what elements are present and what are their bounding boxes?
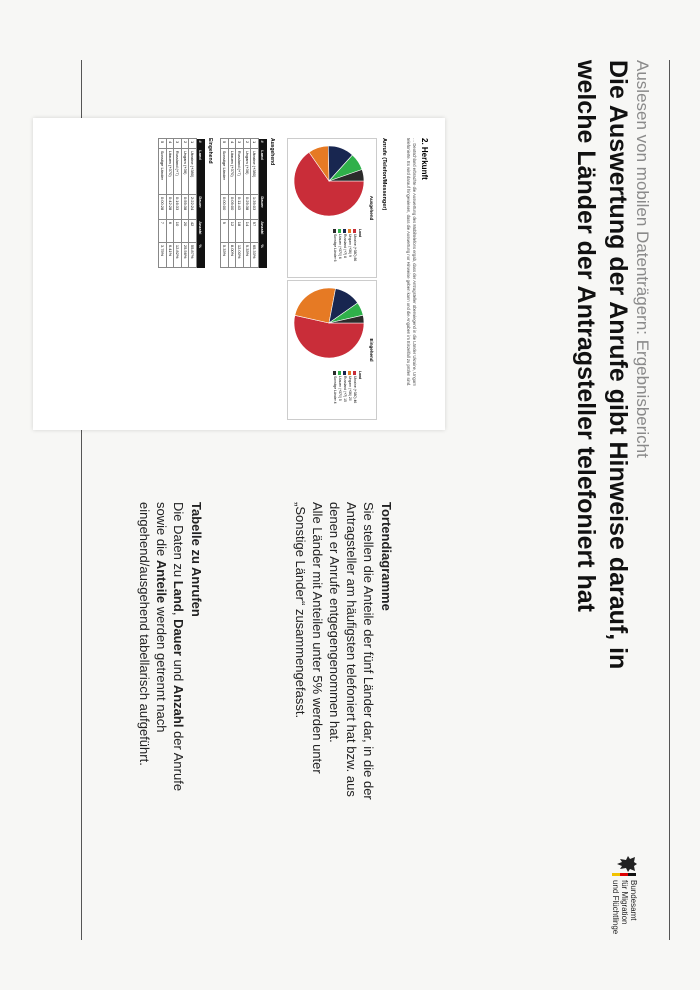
incoming-calls-table [159, 138, 206, 268]
legend-swatch [338, 371, 341, 375]
column-header: # [259, 139, 268, 149]
table-cell: 1:39:03 [251, 194, 259, 219]
table-cell: 0:00:28 [159, 194, 167, 219]
table-row [182, 139, 190, 268]
table-cell: Russland (+7) [174, 148, 182, 194]
table-cell: 42 [189, 219, 197, 242]
section-title: 2. Herkunft [420, 138, 429, 180]
table-row [236, 139, 244, 268]
column-header: Dauer [197, 194, 206, 219]
table-cell: 14 [244, 219, 252, 242]
table-row [229, 139, 237, 268]
table-cell: 0:42:28 [167, 194, 175, 219]
page-title: Die Auswertung der Anrufe gibt Hinweise darauf, in welche Länder der Antragsteller telefoniert hat [572, 60, 632, 670]
table-row [221, 139, 229, 268]
outgoing-calls-table [221, 138, 268, 268]
legend-label: Sonstige Länder 6 [333, 234, 337, 262]
table-cell: 5 [221, 139, 229, 149]
table-cell: 2 [244, 139, 252, 149]
pie-description [292, 502, 395, 822]
incoming-pie-chart [292, 285, 366, 365]
table-row [189, 139, 197, 268]
table-row [244, 139, 252, 268]
legend-label: Litauen (+370) 6 [338, 234, 342, 259]
legend-label: Ungarn (+36) 20 [348, 376, 352, 401]
table-cell: 55.87% [189, 242, 197, 267]
table-cell: 1 [189, 139, 197, 149]
table-cell: 10 [174, 219, 182, 242]
outgoing-pie-chart [292, 143, 366, 223]
table-row [174, 139, 182, 268]
table-row [167, 139, 175, 268]
legend-item [342, 371, 347, 415]
table-cell: Ukraine (+380) [251, 148, 259, 194]
legend-item [332, 371, 337, 415]
table-cell: Sonstige Länder [221, 148, 229, 194]
legend-swatch [343, 371, 346, 375]
legend-item [347, 229, 352, 273]
table-cell: 7 [159, 219, 167, 242]
table-cell: 65.33% [251, 242, 259, 267]
column-header: % [197, 242, 206, 267]
incoming-table-label: Eingehend [207, 138, 213, 164]
table-cell: Sonstige Länder [159, 148, 167, 194]
table-cell: 5.33% [221, 242, 229, 267]
table-cell: 3 [174, 139, 182, 149]
legend-label: Litauen (+370) 5 [338, 376, 342, 401]
table-cell: 0:59:38 [182, 194, 190, 219]
table-cell: Litauen (+370) [167, 148, 175, 194]
legend-swatch [338, 229, 341, 233]
table-cell: Ungarn (+36) [244, 148, 252, 194]
incoming-pie-panel [287, 280, 377, 420]
top-rule [669, 60, 670, 940]
legend-item [352, 229, 357, 273]
table-cell: Ukraine (+380) [189, 148, 197, 194]
legend-swatch [353, 371, 356, 375]
federal-eagle-icon [616, 855, 638, 873]
table-text: Die Daten zu Land, Dauer und Anzahl der Anrufe sowie die Anteile werden getrennt nach eingehend/ausgehend tabellarisch aufgeführt. [137, 502, 186, 792]
table-row [159, 139, 167, 268]
table-cell: 4 [229, 139, 237, 149]
legend-item [337, 229, 342, 273]
table-cell: 18 [236, 219, 244, 242]
table-cell: Ungarn (+36) [182, 148, 190, 194]
calls-caption: Anrufe (Telefon/Messenger) [381, 138, 387, 211]
legend-swatch [348, 229, 351, 233]
table-heading: Tabelle zu Anrufen [189, 502, 204, 617]
table-cell: 9.33% [244, 242, 252, 267]
column-header: # [197, 139, 206, 149]
table-cell: 3 [236, 139, 244, 149]
legend-swatch [353, 229, 356, 233]
column-header: Anzahl [259, 219, 268, 242]
legend-swatch [333, 229, 336, 233]
pie-heading: Tortendiagramme [379, 502, 394, 611]
legend-label: Ukraine (+380) 86 [353, 234, 357, 262]
legend-swatch [333, 371, 336, 375]
table-cell: 20 [182, 219, 190, 242]
bamf-logo [590, 855, 640, 945]
legend-label: Ungarn (+36) 9 [348, 234, 352, 257]
column-header: Dauer [259, 194, 268, 219]
table-description [136, 502, 205, 822]
incoming-pie-title: Eingehend [369, 338, 374, 362]
legend-header: Land [358, 229, 362, 238]
table-header-row [259, 139, 268, 268]
table-cell: 6.41% [167, 242, 175, 267]
table-cell: 9 [221, 219, 229, 242]
table-cell: 2:22:24 [189, 194, 197, 219]
section-paragraph: … Deutschland erbrachte die Auswertung des Mobiltelefons ergab, dass der Antragsteller überwiegend in die Länder Ukraine, Ungarn telefonierte. Es wird darauf hingewiesen, dass die Auswertung nur Hinweise geben kann und die Angaben im Einzelfall zu prüfen sind. [406, 138, 417, 387]
incoming-legend [332, 371, 362, 415]
table-cell: 6 [167, 219, 175, 242]
legend-item [332, 229, 337, 273]
outgoing-pie-title: Ausgehend [369, 195, 374, 221]
table-cell: 12.00% [236, 242, 244, 267]
legend-label: Ukraine (+380) 46 [353, 376, 357, 404]
table-cell: 0:09:00 [229, 194, 237, 219]
legend-swatch [343, 229, 346, 233]
table-cell: 12 [229, 219, 237, 242]
table-cell: 0:00:00 [221, 194, 229, 219]
table-cell: 3.75% [159, 242, 167, 267]
table-row [251, 139, 259, 268]
flag-bars [612, 873, 636, 876]
legend-label: Sonstige Länder 4 [333, 376, 337, 404]
table-cell: 8.00% [229, 242, 237, 267]
outgoing-legend [332, 229, 362, 273]
outgoing-table-label: Ausgehend [269, 138, 275, 166]
table-cell: 1 [251, 139, 259, 149]
report-thumbnail [33, 118, 445, 430]
logo-text: Bundesamt für Migration und Flüchtlinge [611, 880, 638, 935]
table-cell: Russland (+7) [236, 148, 244, 194]
column-header: % [259, 242, 268, 267]
legend-swatch [348, 371, 351, 375]
table-cell: Litauen (+370) [229, 148, 237, 194]
table-cell: 2 [182, 139, 190, 149]
legend-item [347, 371, 352, 415]
column-header: Land [197, 148, 206, 194]
table-cell: 4 [167, 139, 175, 149]
legend-item [342, 229, 347, 273]
table-cell: 0:11:43 [236, 194, 244, 219]
table-cell: 5 [159, 139, 167, 149]
table-cell: 97 [251, 219, 259, 242]
legend-item [337, 371, 342, 415]
table-header-row [197, 139, 206, 268]
pie-text-1: Sie stellen die Anteile der fünf Länder dar, in die der Antragsteller am häufigsten telefoniert hat bzw. aus denen er Anrufe entgegengenommen hat. [327, 502, 376, 800]
table-cell: 0:29:38 [244, 194, 252, 219]
legend-item [352, 371, 357, 415]
legend-header: Land [358, 371, 362, 380]
column-header: Land [259, 148, 268, 194]
legend-label: Russland (+7) 8 [343, 234, 347, 259]
subtitle: Auslesen von mobilen Datenträgern: Ergebnisbericht [633, 60, 652, 458]
table-cell: 12.82% [174, 242, 182, 267]
column-header: Anzahl [197, 219, 206, 242]
legend-label: Russland (+7) 15 [343, 376, 347, 402]
pie-text-2: Alle Länder mit Anteilen unter 5% werden unter „Sonstige Länder“ zusammengefasst. [293, 502, 325, 774]
outgoing-pie-panel [287, 138, 377, 278]
table-cell: 0:16:33 [174, 194, 182, 219]
table-cell: 25.56% [182, 242, 190, 267]
